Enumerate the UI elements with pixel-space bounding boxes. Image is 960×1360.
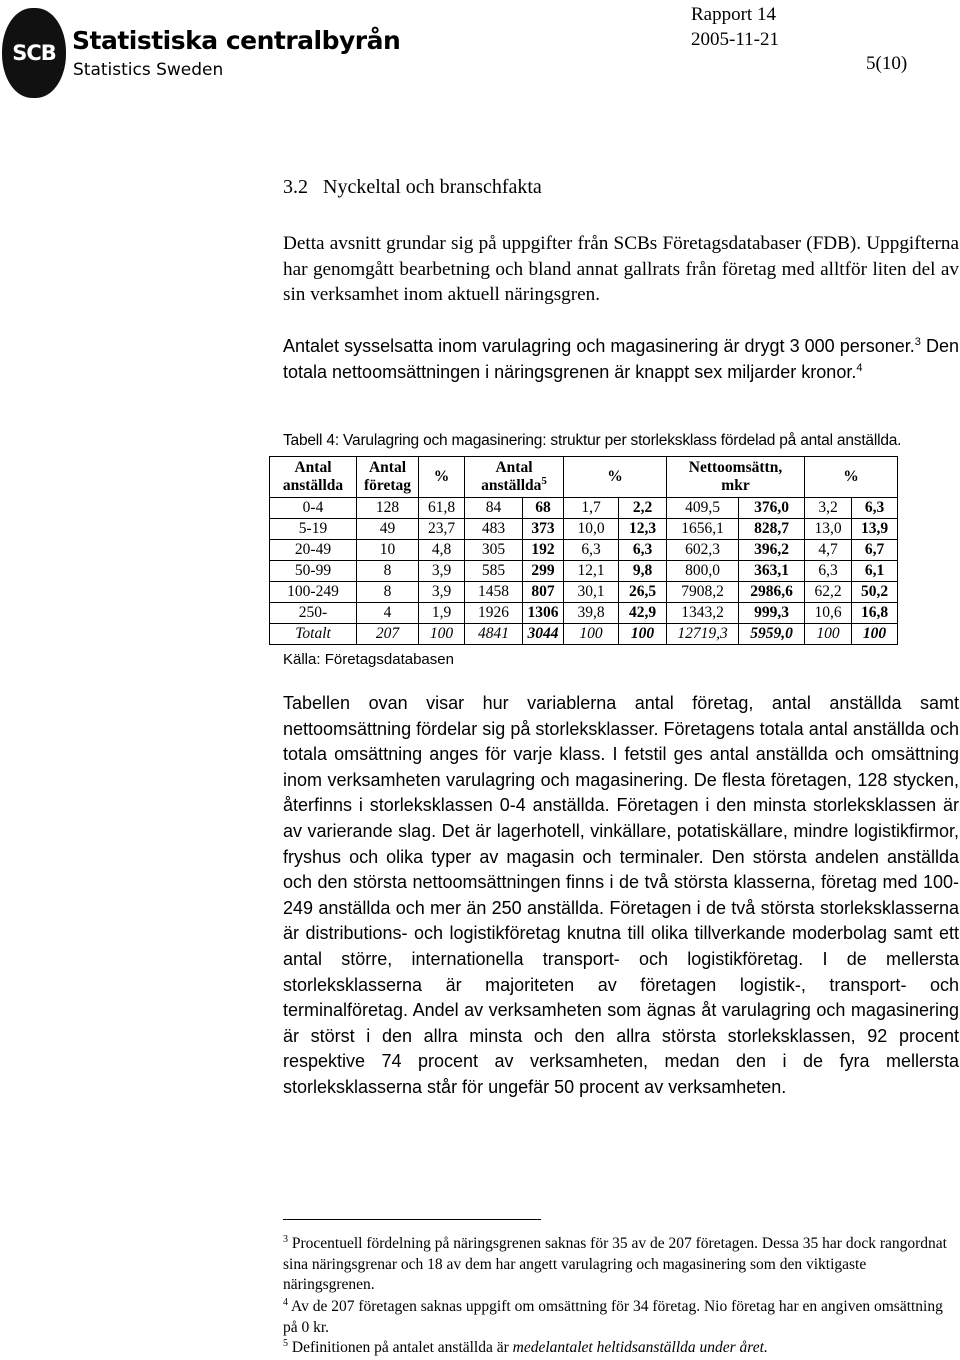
page-number: 5(10) (866, 53, 908, 74)
table-caption: Tabell 4: Varulagring och magasinering: struktur per storleksklass fördelad på antal anställda. (283, 432, 902, 449)
col-header-turnover: Nettoomsättn, mkr (667, 457, 805, 498)
table-cell: 16,8 (852, 603, 898, 624)
footnote-3: $^3$ Procentuell fördelning på näringsgrenen saknas för 35 av de 207 företagen. Dessa 35 har dock rangordnat sina näringsgrenar och 18 av dem har angett varulagring och magasinering som den viktigaste näringsgrenen. (283, 1233, 947, 1293)
col-header-size-class: Antal anställda (270, 457, 357, 498)
table-cell: 68 (523, 498, 564, 519)
table-cell: 299 (523, 561, 564, 582)
table-row (270, 603, 898, 624)
table-cell: 2986,6 (739, 582, 805, 603)
col-header-turnover-pct: % (805, 457, 898, 498)
table-cell: 373 (523, 519, 564, 540)
table-cell: 1458 (465, 582, 523, 603)
col-header-employees: Antal anställda$^5$ (465, 457, 564, 498)
table-cell: 2,2 (619, 498, 667, 519)
table-cell: 100 (852, 624, 898, 645)
table-cell: 828,7 (739, 519, 805, 540)
table-cell: 100 (619, 624, 667, 645)
table-cell: 1,7 (564, 498, 619, 519)
footnote-ref-3[interactable]: 3 (914, 336, 921, 348)
table-cell: 7908,2 (667, 582, 739, 603)
table-cell: 30,1 (564, 582, 619, 603)
table-cell: 84 (465, 498, 523, 519)
footnote-divider (283, 1219, 541, 1220)
table-cell: 1926 (465, 603, 523, 624)
table-cell: 61,8 (419, 498, 465, 519)
table-cell: Totalt (270, 624, 357, 645)
table-row (270, 519, 898, 540)
org-name: Statistiska centralbyrån (72, 26, 401, 55)
org-name-en: Statistics Sweden (73, 60, 224, 80)
table-cell: 585 (465, 561, 523, 582)
table-row (270, 624, 898, 645)
table-cell: 128 (357, 498, 419, 519)
table-body (270, 498, 898, 645)
table-cell: 6,3 (564, 540, 619, 561)
footnote-4: $^4$ Av de 207 företagen saknas uppgift om omsättning för 34 företag. Nio företag har en angiven omsättning på 0 kr. (283, 1296, 943, 1336)
table-cell: 602,3 (667, 540, 739, 561)
table-cell: 5959,0 (739, 624, 805, 645)
table-cell: 3044 (523, 624, 564, 645)
table-cell: 49 (357, 519, 419, 540)
table-cell: 1,9 (419, 603, 465, 624)
table-cell: 100 (419, 624, 465, 645)
table-cell: 100 (564, 624, 619, 645)
table-cell: 6,3 (619, 540, 667, 561)
table-row (270, 561, 898, 582)
col-header-companies-pct: % (419, 457, 465, 498)
footnote-ref-4[interactable]: 4 (856, 362, 863, 374)
footnote-5: $^5$ Definitionen på antalet anställda är medelantalet heltidsanställda under året. (283, 1337, 768, 1356)
table-cell: 13,9 (852, 519, 898, 540)
table-row (270, 582, 898, 603)
table-cell: 4,7 (805, 540, 852, 561)
table-cell: 4841 (465, 624, 523, 645)
table-cell: 8 (357, 561, 419, 582)
table-cell: 10,0 (564, 519, 619, 540)
table-cell: 3,9 (419, 561, 465, 582)
table-cell: 6,7 (852, 540, 898, 561)
table-header-row (270, 457, 898, 498)
table-cell: 6,3 (805, 561, 852, 582)
table-cell: 13,0 (805, 519, 852, 540)
table-cell: 800,0 (667, 561, 739, 582)
data-table (269, 456, 898, 645)
table-cell: 3,2 (805, 498, 852, 519)
table-cell: 50-99 (270, 561, 357, 582)
table-cell: 999,3 (739, 603, 805, 624)
table-cell: 250- (270, 603, 357, 624)
section-title: 3.2 Nyckeltal och branschfakta (283, 176, 542, 198)
table-cell: 409,5 (667, 498, 739, 519)
table-cell: 376,0 (739, 498, 805, 519)
paragraph-summary (283, 333, 959, 385)
table-cell: 192 (523, 540, 564, 561)
paragraph-summary-a: Antalet sysselsatta inom varulagring och magasinering är drygt 3 000 personer. (283, 336, 915, 356)
table-cell: 4 (357, 603, 419, 624)
table-cell: 1306 (523, 603, 564, 624)
table-cell: 363,1 (739, 561, 805, 582)
table-cell: 207 (357, 624, 419, 645)
table-cell: 12,3 (619, 519, 667, 540)
table-cell: 10,6 (805, 603, 852, 624)
table-cell: 42,9 (619, 603, 667, 624)
table-cell: 305 (465, 540, 523, 561)
table-row (270, 540, 898, 561)
table-cell: 62,2 (805, 582, 852, 603)
table-source: Källa: Företagsdatabasen (283, 651, 454, 668)
table-cell: 1343,2 (667, 603, 739, 624)
table-cell: 807 (523, 582, 564, 603)
paragraph-summary-b: Den totala nettoomsättningen i näringsgrenen är knappt sex miljarder kronor. (283, 336, 959, 382)
table-cell: 100 (805, 624, 852, 645)
table-row (270, 498, 898, 519)
table-cell: 39,8 (564, 603, 619, 624)
table-cell: 20-49 (270, 540, 357, 561)
table-cell: 1656,1 (667, 519, 739, 540)
report-date: 2005-11-21 (691, 29, 779, 50)
table-cell: 9,8 (619, 561, 667, 582)
table-cell: 3,9 (419, 582, 465, 603)
table-cell: 8 (357, 582, 419, 603)
report-number: Rapport 14 (691, 4, 776, 25)
table-cell: 396,2 (739, 540, 805, 561)
scb-logo (2, 8, 401, 100)
table-cell: 0-4 (270, 498, 357, 519)
col-header-employees-pct: % (564, 457, 667, 498)
table-cell: 23,7 (419, 519, 465, 540)
table-cell: 6,1 (852, 561, 898, 582)
table-cell: 12,1 (564, 561, 619, 582)
scb-logo-mark: SCB (2, 8, 66, 98)
table-cell: 5-19 (270, 519, 357, 540)
col-header-companies: Antal företag (357, 457, 419, 498)
table-cell: 12719,3 (667, 624, 739, 645)
paragraph-intro: Detta avsnitt grundar sig på uppgifter från SCBs Företagsdatabaser (FDB). Uppgifterna har genomgått bearbetning och bland annat gallrats från företag med alltför liten del av sin verksamhet inom aktuell näringsgren. (283, 233, 959, 305)
table-cell: 6,3 (852, 498, 898, 519)
table-cell: 483 (465, 519, 523, 540)
table-cell: 26,5 (619, 582, 667, 603)
table-cell: 100-249 (270, 582, 357, 603)
table-cell: 10 (357, 540, 419, 561)
table-cell: 50,2 (852, 582, 898, 603)
table-cell: 4,8 (419, 540, 465, 561)
paragraph-analysis: Tabellen ovan visar hur variablerna antal företag, antal anställda samt nettoomsättning fördelar sig på storleksklasser. Företagens totala antal anställda och totala omsättning anges för varje klass. I fetstil ges antal anställda och omsättning inom verksamheten varulagring och magasinering. De flesta företagen, 128 stycken, återfinns i storleksklassen 0-4 anställda. Företagen i den minsta storleksklassen är av varierande slag. Det är lagerhotell, vinkällare, potatiskällare, mindre logistikfirmor, fryshus och olika typer av magasin och terminaler. Den största andelen anställda och den största nettoomsättningen finns i de två största klasserna, företag med 100-249 anställda och mer än 250 anställda. Företagen i de två största storleksklasserna är distributions- och logistikföretag knutna till olika tillverkande moderbolag samt ett antal större, internationella transport- och logistikföretag. I de mellersta storleksklasserna är majoriteten av företagen logistik-, transport- och terminalföretag. Andel av verksamheten som ägnas åt varulagring och magasinering är störst i den allra minsta och den allra största storleksklassen, 92 procent respektive 74 procent av verksamheten, medan den i de fyra mellersta storleksklasserna står för ungefär 50 procent av verksamheten. (283, 693, 959, 1097)
